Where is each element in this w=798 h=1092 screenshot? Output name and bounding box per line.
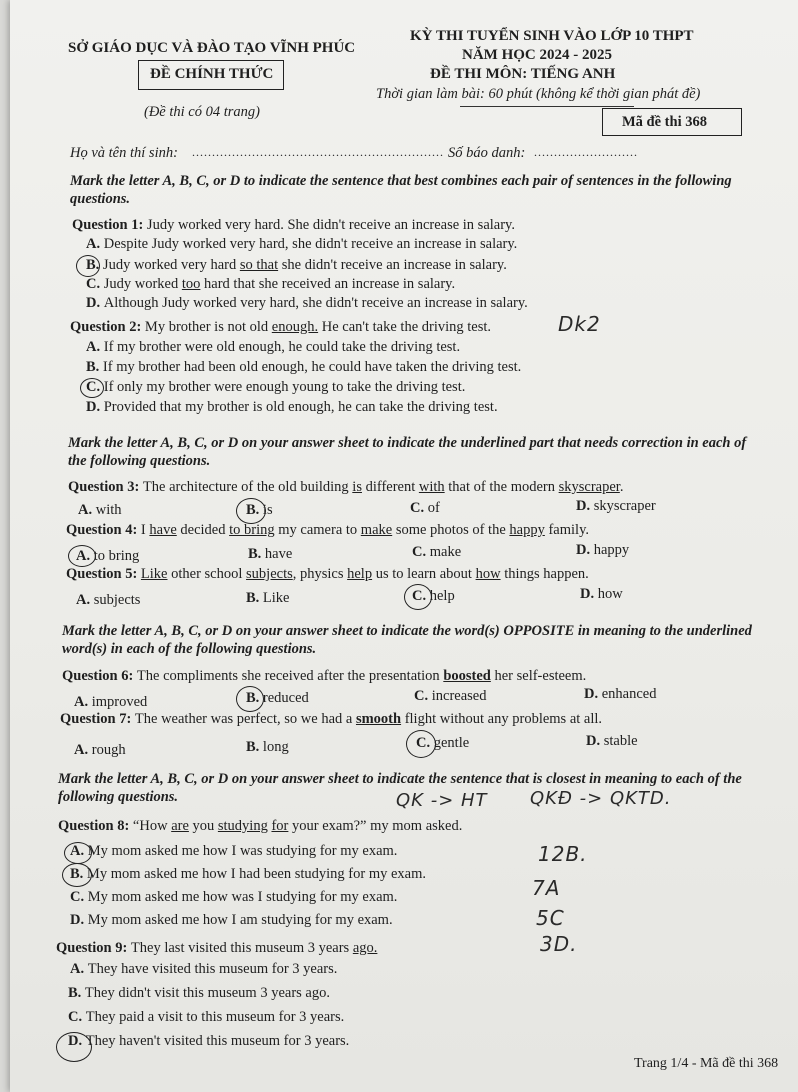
q5-option-b[interactable]: B. Like (246, 590, 290, 606)
q3-option-c[interactable]: C. of (410, 500, 440, 516)
exam-page: SỞ GIÁO DỤC VÀ ĐÀO TẠO VĨNH PHÚC ĐỀ CHÍNH THỨC (Đề thi có 04 trang) KỲ THI TUYỂN SINH VÀO LỚP 10 THPT NĂM HỌC 2024 - 2025 ĐỀ THI MÔN: TIẾNG ANH Thời gian làm bài: 60 phút (không kể thời gian phát đề) Mã đề thi 368 Họ và tên thí sinh: ............................................................... Số báo danh: .......................... Mark the letter A, B, C, or D to indicate the sentence that best combines each pair of sentences in the following questions. Question 1: Judy worked very hard. She didn't receive an increase in salary. A. Despite Judy worked very hard, she didn't receive an increase in salary. B. Judy worked very hard so that she didn't receive an increase in salary. C. Judy worked too hard that she received an increase in salary. D. Although Judy worked very hard, she didn't receive an increase in salary. Question 2: My brother is not old enough. He can't take the driving test. Dk2 A. If my brother were old enough, he could take the driving test. B. If my brother had been old enough, he could have taken the driving test. C. If only my brother were enough young to take the driving test. D. Provided that my brother is old enough, he can take the driving test. Mark the letter A, B, C, or D on your answer sheet to indicate the underlined part that needs correction in each of the following questions. Question 3: The architecture of the old building is different with that of the modern skyscraper. A. with B. is C. of D. skyscraper Question 4: I have decided to bring my camera to make some photos of the happy family. A. to bring B. have C. make D. happy Question 5: Like other school subjects, physics help us to learn about how things happen. A. subjects B. Like C. help D. how Mark the letter A, B, C, or D on your answer sheet to indicate the word(s) OPPOSITE in meaning to the underlined word(s) in each of the following questions. Question 6: The compliments she received after the presentation boosted her self-esteem. A. improved B. reduced C. increased D. enhanced Question 7: The weather was perfect, so we had a smooth flight without any problems at all. A. rough B. long C. gentle D. stable Mark the letter A, B, C, or D on your answer sheet to indicate the sentence that is closest in meaning to each of the following questions. QK -> HT QKĐ -> QKTD. Question 8: “How are you studying for your exam?” my mom asked. A. My mom asked me how I was studying for my exam. B. My mom asked me how I had been studying for my exam. C. My mom asked me how was I studying for my exam. D. My mom asked me how I am studying for my exam. 12B. 7A 5C 3D. Question 9: They last visited this museum 3 years ago. A. They have visited this museum for 3 years. B. They didn't visit this museum 3 years ago. C. They paid a visit to this museum for 3 years. D. They haven't visited this museum for 3 years. Trang 1/4 - Mã đề thi 368 (10, 0, 798, 1092)
q1-option-c[interactable]: C. Judy worked too hard that she received an increase in salary. (86, 276, 456, 292)
school-year: NĂM HỌC 2024 - 2025 (462, 47, 612, 63)
q4-option-a[interactable]: A. to bring (76, 548, 140, 564)
handwritten-note-1: Dk2 (558, 312, 601, 336)
question-3: Question 3: The architecture of the old building is different with that of the modern skyscraper. (68, 479, 624, 495)
section-3-instruction: Mark the letter A, B, C, or D on your answer sheet to indicate the word(s) OPPOSITE in meaning to the underlined word(s) in each of the following questions. (62, 623, 752, 657)
handwritten-note-4: 12B. (538, 842, 588, 866)
q2-option-d[interactable]: D. Provided that my brother is old enough, he can take the driving test. (86, 399, 498, 415)
q4-answer-mark (68, 545, 96, 567)
q7-answer-mark (406, 730, 436, 758)
q3-option-a[interactable]: A. with (78, 502, 122, 518)
q7-option-d[interactable]: D. stable (586, 733, 638, 749)
question-6: Question 6: The compliments she received after the presentation boosted her self-esteem. (62, 668, 587, 684)
q1-option-a[interactable]: A. Despite Judy worked very hard, she didn't receive an increase in salary. (86, 236, 518, 252)
q6-option-c[interactable]: C. increased (414, 688, 487, 704)
q8-answer-mark-b (62, 863, 92, 887)
candidate-name-label: Họ và tên thí sinh: (70, 145, 178, 161)
q4-option-b[interactable]: B. have (248, 546, 293, 562)
q8-answer-mark-a (64, 842, 92, 864)
question-8: Question 8: “How are you studying for your exam?” my mom asked. (58, 818, 463, 834)
header-divider (460, 106, 634, 107)
handwritten-note-5: 7A (532, 876, 561, 900)
q9-option-a[interactable]: A. They have visited this museum for 3 years. (70, 961, 338, 977)
handwritten-note-3: QKĐ -> QKTD. (530, 788, 672, 809)
q6-answer-mark (236, 686, 264, 712)
q1-option-d[interactable]: D. Although Judy worked very hard, she didn't receive an increase in salary. (86, 295, 528, 311)
question-4: Question 4: I have decided to bring my camera to make some photos of the happy family. (66, 522, 590, 538)
exam-title: KỲ THI TUYỂN SINH VÀO LỚP 10 THPT (410, 28, 694, 44)
department-name: SỞ GIÁO DỤC VÀ ĐÀO TẠO VĨNH PHÚC (68, 40, 356, 56)
handwritten-note-7: 3D. (540, 932, 578, 956)
subject: ĐỀ THI MÔN: TIẾNG ANH (430, 66, 616, 82)
section-4-instruction: Mark the letter A, B, C, or D on your answer sheet to indicate the sentence that is closest in meaning to each of the following questions. (58, 771, 742, 805)
q3-option-b[interactable]: B. is (246, 502, 273, 518)
q4-option-d[interactable]: D. happy (576, 542, 630, 558)
q1-option-b[interactable]: B. Judy worked very hard so that she didn't receive an increase in salary. (86, 257, 507, 273)
q2-answer-mark (80, 378, 104, 398)
question-7: Question 7: The weather was perfect, so we had a smooth flight without any problems at all. (60, 711, 603, 727)
question-5: Question 5: Like other school subjects, physics help us to learn about how things happen. (66, 566, 589, 582)
q1-answer-mark (76, 255, 100, 277)
page-count: (Đề thi có 04 trang) (144, 104, 260, 120)
q7-option-c[interactable]: C. gentle (416, 735, 470, 751)
question-2: Question 2: My brother is not old enough. He can't take the driving test. (70, 319, 492, 335)
q8-option-c[interactable]: C. My mom asked me how was I studying for my exam. (70, 889, 398, 905)
exam-code: Mã đề thi 368 (622, 114, 707, 130)
q3-option-d[interactable]: D. skyscraper (576, 498, 656, 514)
q7-option-b[interactable]: B. long (246, 739, 289, 755)
question-1: Question 1: Judy worked very hard. She didn't receive an increase in salary. (72, 217, 515, 233)
q5-option-a[interactable]: A. subjects (76, 592, 141, 608)
q5-answer-mark (404, 584, 432, 610)
q9-option-c[interactable]: C. They paid a visit to this museum for 3 years. (68, 1009, 345, 1025)
question-9: Question 9: They last visited this museum 3 years ago. (56, 940, 378, 956)
q3-answer-mark (236, 498, 266, 524)
q9-option-d[interactable]: D. They haven't visited this museum for 3 years. (68, 1033, 350, 1049)
q5-option-c[interactable]: C. help (412, 588, 455, 604)
q8-option-b[interactable]: B. My mom asked me how I had been studying for my exam. (70, 866, 426, 882)
handwritten-note-2: QK -> HT (396, 790, 488, 811)
q7-option-a[interactable]: A. rough (74, 742, 126, 758)
official-label: ĐỀ CHÍNH THỨC (150, 66, 274, 82)
section-1-instruction: Mark the letter A, B, C, or D to indicate the sentence that best combines each pair of sentences in the following questions. (70, 173, 732, 207)
section-2-instruction: Mark the letter A, B, C, or D on your answer sheet to indicate the underlined part that needs correction in each of the following questions. (68, 435, 747, 469)
candidate-number-label: Số báo danh: (448, 145, 526, 161)
q4-option-c[interactable]: C. make (412, 544, 462, 560)
q2-option-b[interactable]: B. If my brother had been old enough, he could have taken the driving test. (86, 359, 522, 375)
q8-option-a[interactable]: A. My mom asked me how I was studying for my exam. (70, 843, 398, 859)
q9-answer-mark (56, 1032, 92, 1062)
handwritten-note-6: 5C (536, 906, 565, 930)
time-limit: Thời gian làm bài: 60 phút (không kể thời gian phát đề) (376, 86, 701, 102)
q9-option-b[interactable]: B. They didn't visit this museum 3 years ago. (68, 985, 330, 1001)
page-footer: Trang 1/4 - Mã đề thi 368 (634, 1056, 779, 1071)
q6-option-d[interactable]: D. enhanced (584, 686, 657, 702)
q2-option-c[interactable]: C. If only my brother were enough young to take the driving test. (86, 379, 466, 395)
q2-option-a[interactable]: A. If my brother were old enough, he could take the driving test. (86, 339, 461, 355)
q6-option-b[interactable]: B. reduced (246, 690, 309, 706)
q5-option-d[interactable]: D. how (580, 586, 623, 602)
q8-option-d[interactable]: D. My mom asked me how I am studying for my exam. (70, 912, 393, 928)
q6-option-a[interactable]: A. improved (74, 694, 148, 710)
